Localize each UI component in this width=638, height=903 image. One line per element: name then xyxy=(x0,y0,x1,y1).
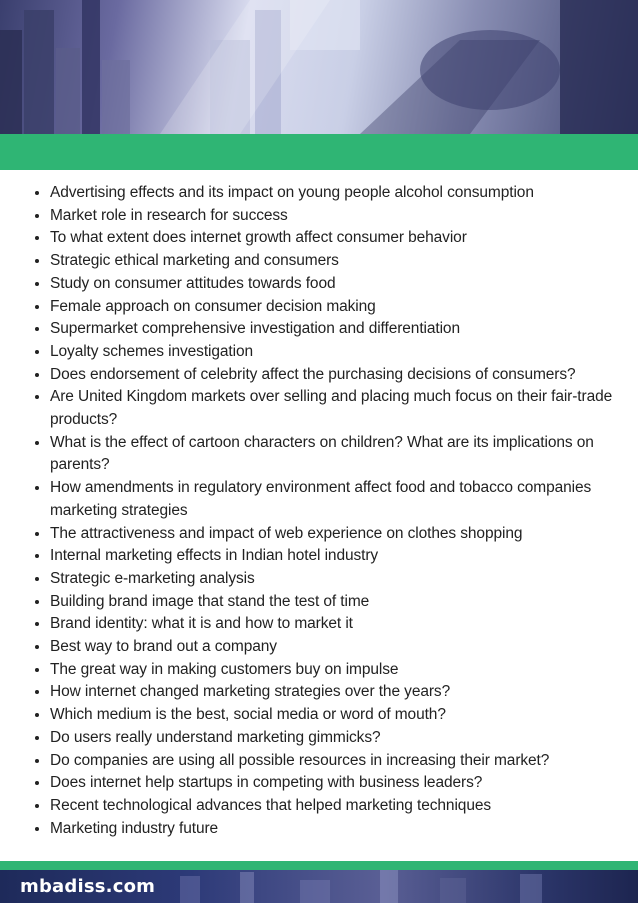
list-item: • Best way to brand out a company xyxy=(50,636,630,659)
topic-list xyxy=(24,182,630,840)
list-item: • To what extent does internet growth affect consumer behavior xyxy=(50,227,630,250)
list-item: • Brand identity: what it is and how to market it xyxy=(50,613,630,636)
list-item: • Advertising effects and its impact on young people alcohol consumption xyxy=(50,182,630,205)
list-item: • What is the effect of cartoon characters on children? What are its implications on parents? xyxy=(50,432,630,477)
list-item: • Market role in research for success xyxy=(50,205,630,228)
list-item: • Recent technological advances that helped marketing techniques xyxy=(50,795,630,818)
list-item: • Marketing industry future xyxy=(50,818,630,841)
list-item: • Study on consumer attitudes towards food xyxy=(50,273,630,296)
list-item: • Internal marketing effects in Indian hotel industry xyxy=(50,545,630,568)
list-item: • How amendments in regulatory environment affect food and tobacco companies marketing strategies xyxy=(50,477,630,522)
city-skyline-graphic xyxy=(0,0,638,134)
header-image xyxy=(0,0,638,134)
site-brand: mbadiss.com xyxy=(20,876,156,897)
list-item: • Building brand image that stand the test of time xyxy=(50,591,630,614)
list-item: • Does endorsement of celebrity affect the purchasing decisions of consumers? xyxy=(50,364,630,387)
list-item: • Female approach on consumer decision making xyxy=(50,296,630,319)
list-item: • Strategic ethical marketing and consumers xyxy=(50,250,630,273)
list-item: • Strategic e-marketing analysis xyxy=(50,568,630,591)
list-item: • How internet changed marketing strategies over the years? xyxy=(50,681,630,704)
list-item: • Are United Kingdom markets over selling and placing much focus on their fair-trade products? xyxy=(50,386,630,431)
list-item: • Which medium is the best, social media or word of mouth? xyxy=(50,704,630,727)
list-item: • Supermarket comprehensive investigation and differentiation xyxy=(50,318,630,341)
list-item: • Do users really understand marketing gimmicks? xyxy=(50,727,630,750)
list-item: • Do companies are using all possible resources in increasing their market? xyxy=(50,750,630,773)
list-item: • The great way in making customers buy on impulse xyxy=(50,659,630,682)
footer-banner xyxy=(0,870,638,903)
green-divider xyxy=(0,861,638,870)
green-banner xyxy=(0,134,638,170)
list-item: • The attractiveness and impact of web experience on clothes shopping xyxy=(50,523,630,546)
list-item: • Loyalty schemes investigation xyxy=(50,341,630,364)
list-item: • Does internet help startups in competing with business leaders? xyxy=(50,772,630,795)
